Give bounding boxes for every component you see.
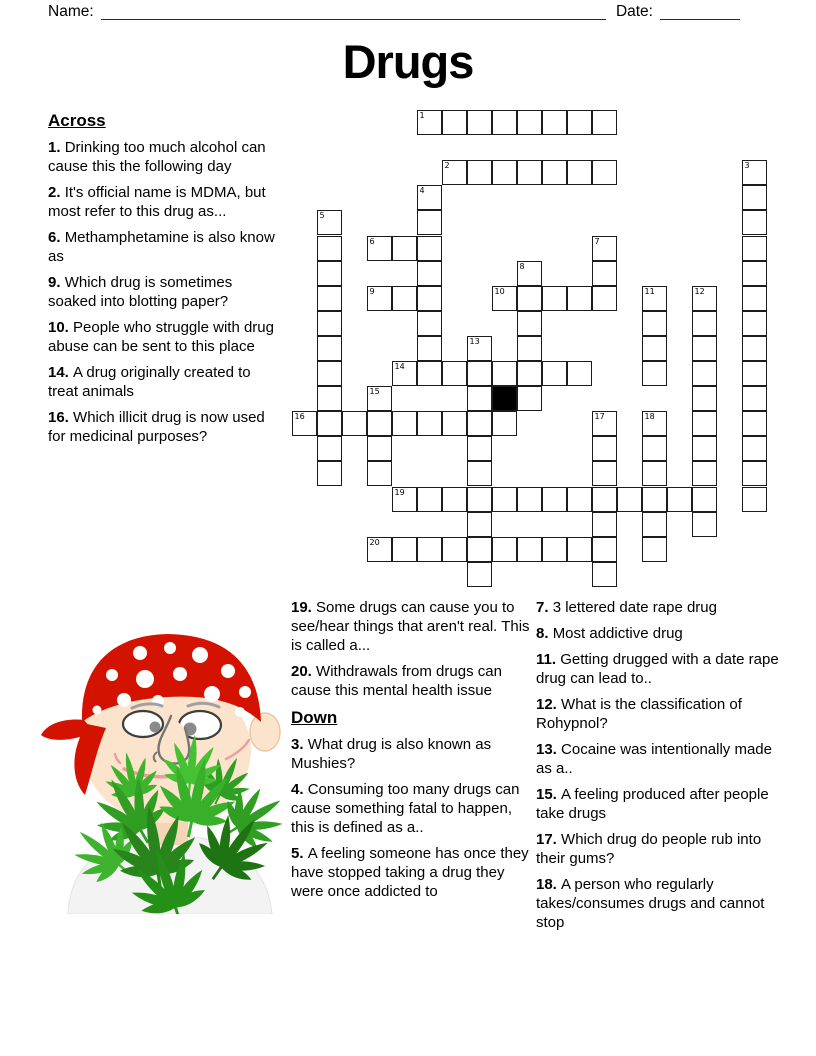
clue-20: 20. Withdrawals from drugs can cause this mental health issue xyxy=(291,663,502,699)
cell-number: 6 xyxy=(369,236,375,246)
clue-1: 1. Drinking too much alcohol can cause this the following day xyxy=(48,139,266,175)
grid-cell[interactable] xyxy=(367,537,392,562)
cell-number: 7 xyxy=(594,236,600,246)
grid-cell[interactable] xyxy=(642,512,667,537)
grid-cell[interactable] xyxy=(542,286,567,311)
grid-cell[interactable] xyxy=(692,411,717,436)
grid-cell[interactable] xyxy=(467,537,492,562)
grid-cell[interactable] xyxy=(692,311,717,336)
grid-cell[interactable] xyxy=(417,411,442,436)
grid-cell[interactable] xyxy=(417,261,442,286)
grid-cell[interactable] xyxy=(317,386,342,411)
grid-cell[interactable] xyxy=(467,562,492,587)
grid-cell[interactable] xyxy=(517,261,542,286)
grid-cell[interactable] xyxy=(542,160,567,185)
grid-cell[interactable] xyxy=(467,461,492,486)
grid-cell[interactable] xyxy=(542,361,567,386)
cell-number: 2 xyxy=(444,161,450,171)
grid-cell[interactable] xyxy=(442,487,467,512)
grid-cell[interactable] xyxy=(417,361,442,386)
grid-cell[interactable] xyxy=(642,436,667,461)
grid-cell[interactable] xyxy=(692,512,717,537)
across-clues-list xyxy=(48,138,281,446)
grid-cell[interactable] xyxy=(492,411,517,436)
grid-cell[interactable] xyxy=(467,487,492,512)
grid-cell[interactable] xyxy=(642,537,667,562)
left-pupil xyxy=(150,722,161,733)
grid-cell[interactable] xyxy=(417,236,442,261)
clue-18: 18. A person who regularly takes/consumes drugs and cannot stop xyxy=(536,876,765,931)
cell-number: 12 xyxy=(694,286,705,296)
grid-cell[interactable] xyxy=(492,361,517,386)
cell-number: 20 xyxy=(369,537,380,547)
clue-2: 2. It's official name is MDMA, but most refer to this drug as... xyxy=(48,184,266,220)
cell-number: 18 xyxy=(644,412,655,422)
grid-cell[interactable] xyxy=(367,386,392,411)
grid-cell[interactable] xyxy=(392,286,417,311)
grid-cell[interactable] xyxy=(542,487,567,512)
cell-number: 9 xyxy=(369,286,375,296)
grid-cell[interactable] xyxy=(742,210,767,235)
grid-cell[interactable] xyxy=(567,160,592,185)
clue-3: 3. What drug is also known as Mushies? xyxy=(291,736,492,772)
grid-cell[interactable] xyxy=(567,286,592,311)
grid-cell[interactable] xyxy=(317,461,342,486)
date-label: Date: xyxy=(615,3,653,20)
grid-cell[interactable] xyxy=(642,461,667,486)
clue-7: 7. 3 lettered date rape drug xyxy=(536,599,717,616)
clue-5: 5. A feeling someone has once they have stopped taking a drug they were once addicted to xyxy=(291,845,529,900)
grid-cell[interactable] xyxy=(517,361,542,386)
bottom-middle-clues-column xyxy=(291,598,533,908)
grid-cell[interactable] xyxy=(317,286,342,311)
grid-cell[interactable] xyxy=(592,286,617,311)
cell-number: 13 xyxy=(469,336,480,346)
clue-17: 17. Which drug do people rub into their gums? xyxy=(536,831,762,867)
grid-cell[interactable] xyxy=(467,411,492,436)
grid-cell[interactable] xyxy=(742,185,767,210)
grid-cell[interactable] xyxy=(317,261,342,286)
across-clues-list-continued xyxy=(291,598,533,700)
grid-cell[interactable] xyxy=(417,210,442,235)
grid-cell[interactable] xyxy=(592,411,617,436)
grid-cell[interactable] xyxy=(567,537,592,562)
grid-cell[interactable] xyxy=(567,361,592,386)
clue-9: 9. Which drug is sometimes soaked into blotting paper? xyxy=(48,274,233,310)
grid-cell[interactable] xyxy=(492,110,517,135)
cell-number: 11 xyxy=(644,286,655,296)
cell-number: 1 xyxy=(419,111,425,120)
grid-cell[interactable] xyxy=(492,160,517,185)
clue-16: 16. Which illicit drug is now used for medicinal purposes? xyxy=(48,409,265,445)
down-clues-list xyxy=(291,735,533,901)
grid-cell[interactable] xyxy=(742,461,767,486)
down-clues-list-continued xyxy=(536,598,790,932)
grid-cell[interactable] xyxy=(667,487,692,512)
grid-cell[interactable] xyxy=(592,436,617,461)
grid-cell[interactable] xyxy=(592,461,617,486)
grid-cell[interactable] xyxy=(742,386,767,411)
grid-cell[interactable] xyxy=(467,361,492,386)
grid-cell[interactable] xyxy=(742,311,767,336)
grid-cell[interactable] xyxy=(517,336,542,361)
grid-cell[interactable] xyxy=(317,436,342,461)
grid-cell[interactable] xyxy=(692,436,717,461)
grid-cell[interactable] xyxy=(417,110,442,135)
cell-number: 4 xyxy=(419,186,425,196)
grid-cell[interactable] xyxy=(692,386,717,411)
grid-cell[interactable] xyxy=(492,537,517,562)
grid-cell[interactable] xyxy=(342,411,367,436)
grid-cell[interactable] xyxy=(592,512,617,537)
cell-number: 14 xyxy=(394,362,405,371)
cell-number: 16 xyxy=(294,412,305,422)
grid-cell[interactable] xyxy=(742,160,767,185)
grid-cell[interactable] xyxy=(567,487,592,512)
clue-8: 8. Most addictive drug xyxy=(536,625,683,642)
grid-cell[interactable] xyxy=(417,537,442,562)
grid-cell[interactable] xyxy=(742,336,767,361)
grid-cell[interactable] xyxy=(492,286,517,311)
cell-number: 15 xyxy=(369,387,380,397)
grid-cell[interactable] xyxy=(692,336,717,361)
cell-number: 3 xyxy=(744,161,750,171)
clue-10: 10. People who struggle with drug abuse can be sent to this place xyxy=(48,319,274,355)
grid-cell[interactable] xyxy=(492,487,517,512)
grid-cell[interactable] xyxy=(742,487,767,512)
grid-cell[interactable] xyxy=(367,411,392,436)
grid-cell[interactable] xyxy=(367,286,392,311)
grid-cell[interactable] xyxy=(592,487,617,512)
grid-cell[interactable] xyxy=(642,286,667,311)
grid-cell[interactable] xyxy=(592,537,617,562)
grid-cell[interactable] xyxy=(392,361,417,386)
grid-cell[interactable] xyxy=(467,436,492,461)
name-label: Name: xyxy=(48,3,94,20)
grid-cell[interactable] xyxy=(517,110,542,135)
cell-number: 17 xyxy=(594,412,605,422)
grid-cell[interactable] xyxy=(467,386,492,411)
grid-cell[interactable] xyxy=(692,286,717,311)
grid-cell[interactable] xyxy=(592,160,617,185)
grid-cell[interactable] xyxy=(467,160,492,185)
grid-cell[interactable] xyxy=(517,487,542,512)
grid-cell[interactable] xyxy=(442,160,467,185)
grid-cell[interactable] xyxy=(367,236,392,261)
grid-cell[interactable] xyxy=(517,160,542,185)
grid-cell[interactable] xyxy=(642,336,667,361)
grid-cell[interactable] xyxy=(467,110,492,135)
cell-number: 10 xyxy=(494,286,505,296)
clue-12: 12. What is the classification of Rohypnol? xyxy=(536,696,742,732)
grid-cell[interactable] xyxy=(692,487,717,512)
grid-cell[interactable] xyxy=(317,236,342,261)
grid-cell[interactable] xyxy=(742,236,767,261)
grid-cell[interactable] xyxy=(367,436,392,461)
grid-cell[interactable] xyxy=(692,461,717,486)
grid-cell[interactable] xyxy=(317,210,342,235)
grid-cell[interactable] xyxy=(592,562,617,587)
grid-cell[interactable] xyxy=(467,512,492,537)
grid-cell[interactable] xyxy=(442,361,467,386)
grid-cell[interactable] xyxy=(592,110,617,135)
grid-cell[interactable] xyxy=(692,361,717,386)
grid-black-cell xyxy=(492,386,517,411)
grid-cell[interactable] xyxy=(742,411,767,436)
page-title: Drugs xyxy=(342,35,474,88)
grid-cell[interactable] xyxy=(517,311,542,336)
grid-cell[interactable] xyxy=(442,411,467,436)
grid-cell[interactable] xyxy=(642,411,667,436)
cell-number: 8 xyxy=(519,261,525,271)
clue-13: 13. Cocaine was intentionally made as a.. xyxy=(536,741,772,777)
bottom-right-clues-column xyxy=(536,598,790,939)
grid-cell[interactable] xyxy=(292,411,317,436)
grid-cell[interactable] xyxy=(392,487,417,512)
grid-cell[interactable] xyxy=(317,411,342,436)
cartoon-boy-with-cannabis xyxy=(40,622,290,914)
grid-cell[interactable] xyxy=(317,311,342,336)
grid-cell[interactable] xyxy=(567,110,592,135)
clue-11: 11. Getting drugged with a date rape drug can lead to.. xyxy=(536,651,779,687)
header-row xyxy=(48,2,740,21)
grid-cell[interactable] xyxy=(392,411,417,436)
clue-15: 15. A feeling produced after people take drugs xyxy=(536,786,769,822)
grid-cell[interactable] xyxy=(317,361,342,386)
grid-cell[interactable] xyxy=(642,361,667,386)
grid-cell[interactable] xyxy=(417,336,442,361)
grid-cell[interactable] xyxy=(442,537,467,562)
grid-cell[interactable] xyxy=(742,436,767,461)
down-heading: Down xyxy=(291,708,338,727)
grid-cell[interactable] xyxy=(742,361,767,386)
clue-19: 19. Some drugs can cause you to see/hear things that aren't real. This is called a... xyxy=(291,599,530,654)
name-blank-line[interactable] xyxy=(101,3,606,20)
grid-cell[interactable] xyxy=(442,110,467,135)
across-clues-column xyxy=(48,110,281,453)
cell-number: 19 xyxy=(394,487,405,497)
grid-cell[interactable] xyxy=(742,261,767,286)
grid-cell[interactable] xyxy=(417,185,442,210)
grid-cell[interactable] xyxy=(517,286,542,311)
grid-cell[interactable] xyxy=(542,110,567,135)
grid-cell[interactable] xyxy=(467,336,492,361)
grid-cell[interactable] xyxy=(742,286,767,311)
grid-cell[interactable] xyxy=(617,487,642,512)
grid-cell[interactable] xyxy=(517,537,542,562)
grid-cell[interactable] xyxy=(392,537,417,562)
grid-cell[interactable] xyxy=(642,311,667,336)
grid-cell[interactable] xyxy=(517,386,542,411)
grid-cell[interactable] xyxy=(317,336,342,361)
grid-cell[interactable] xyxy=(542,537,567,562)
grid-cell[interactable] xyxy=(592,261,617,286)
across-heading: Across xyxy=(48,111,106,130)
grid-cell[interactable] xyxy=(367,461,392,486)
grid-cell[interactable] xyxy=(642,487,667,512)
grid-cell[interactable] xyxy=(592,236,617,261)
cell-number: 5 xyxy=(319,211,325,221)
date-blank-line[interactable] xyxy=(660,3,740,20)
grid-cell[interactable] xyxy=(417,286,442,311)
grid-cell[interactable] xyxy=(392,236,417,261)
grid-cell[interactable] xyxy=(417,311,442,336)
clue-6: 6. Methamphetamine is also know as xyxy=(48,229,275,265)
clue-14: 14. A drug originally created to treat animals xyxy=(48,364,251,400)
clue-4: 4. Consuming too many drugs can cause something fatal to happen, this is defined as a.. xyxy=(291,781,520,836)
grid-cell[interactable] xyxy=(417,487,442,512)
